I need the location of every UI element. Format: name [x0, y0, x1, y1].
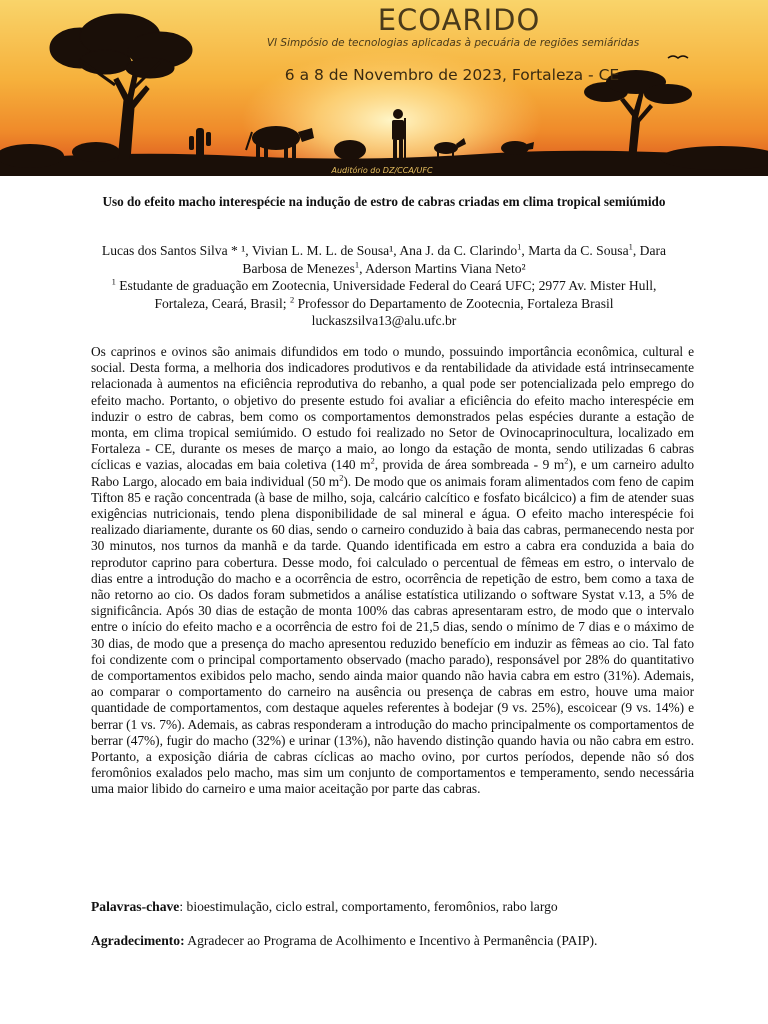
abstract: Os caprinos e ovinos são animais difundidos em todo o mundo, possuindo importância econômica, cultural e social. Desta forma, a melhoria dos indicadores produtivos e da rentabilidade da atividade está intrinsecamente relacionada à aumentos na eficiência reprodutiva do rebanho, a qual pode ser potencializada pelo emprego do efeito macho. Portanto, o objetivo do presente estudo foi avaliar a eficiência do efeito macho interespécie em induzir o estro de cabras, bem como os comportamentos demonstrados pelas espécies durante a estação de monta, em clima tropical semiúmido. O estudo foi realizado no Setor de Ovinocaprinocultura, localizado em Fortaleza - CE, durante os meses de março a maio, ao longo da estação de monta, sendo utilizadas 6 cabras cíclicas e vazias, alocadas em baia coletiva (140 $m^2$, provida de área sombreada - 9 $m^2$), e um carneiro adulto Rabo Largo, alocado em baia individual (50 $m^2$). De modo que os animais foram alimentados com feno de capim Tifton 85 e ração concentrada (à base de milho, soja, calcário calcítico e fosfato bicálcico) a fim de atender suas exigências nutricionais, tendo plena disponibilidade de sal mineral e água. O efeito macho interespécie foi realizado diariamente, durante os 60 dias, sendo o carneiro conduzido à baia das cabras, permanecendo nesta por 30 minutos, nos turnos da manhã e da tarde. Quando identificada em estro a cabra era conduzida a baia do reprodutor caprino para cobertura. Desse modo, foi calculado o percentual de fêmeas em estro, o intervalo de dias entre a introdução do macho e a ocorrência de estro, ocorrência de repetição de estro, bem como a taxa de não retorno ao cio. Os dados foram submetidos a análise estatística utilizando o software Systat v.13, a 5% de significância. Após 30 dias de estação de monta 100% das cabras apresentaram estro, de modo que o intervalo entre o início do efeito macho e a ocorrência de estro foi de 21,5 dias, sendo o mínimo de 7 dias e o máximo de 30 dias, de modo que a presença do macho apresentou reduzido benefício em induzir as fêmeas ao cio. Tal fato foi condizente com o principal comportamento observado (macho parado), responsável por 28% do quantitativo de comportamentos exibidos pelo macho, sendo ainda maior quando não havia cabra em estro (31%). Ademais, ao comparar o comportamento do carneiro na ausência ou presença de cabras em estro, houve uma maior quantidade de comportamentos, com destaque aqueles referentes à bodejar (9 vs. 25%), escoicear (9 vs. 14%) e berrar (1 vs. 7%). Ademais, as cabras responderam a introdução do macho principalmente os comportamentos de berrar (47%), fugir do macho (32%) e urinar (13%), não havendo distinção quando havia ou não cabra em estro. Portanto, a exposição diária de cabras cíclicas ao macho ovino, por curtos períodos, depende não só dos feromônios exalados pelo macho, mas sim um conjunto de comportamentos e temperamento, sendo necessária uma maior libido do carneiro e uma maior aceitação por parte das cabras.	[91, 344, 695, 797]
author-block	[86, 242, 682, 330]
keywords-text: : bioestimulação, ciclo estral, comportamento, feromônios, rabo largo	[179, 899, 558, 914]
acknowledgement	[91, 932, 694, 949]
banner-date: 6 a 8 de Novembro de 2023, Fortaleza - CE	[284, 66, 620, 84]
sunset-landscape-illustration	[0, 0, 768, 176]
affiliation: $^1$ Estudante de graduação em Zootecnia, Universidade Federal do Ceará UFC; 2977 Av. Mister Hull, Fortaleza, Ceará, Brasil; $^2$ Professor do Departamento de Zootecnia, Fortaleza Brasil	[111, 276, 657, 311]
banner-title: ECOARIDO	[377, 3, 541, 37]
ack-label: Agradecimento:	[91, 933, 185, 948]
keywords	[91, 898, 694, 915]
paper-title: Uso do efeito macho interespécie na indução de estro de cabras criadas em clima tropical semiúmido	[102, 194, 666, 209]
keywords-label: Palavras-chave	[91, 899, 180, 914]
contact-email[interactable]: luckaszsilva13@alu.ufc.br	[311, 313, 457, 329]
banner-subtitle: VI Simpósio de tecnologias aplicadas à pecuária de regiões semiáridas	[266, 37, 640, 49]
author-list: Lucas dos Santos Silva * ¹, Vivian L. M. L. de Sousa¹, Ana J. da C. Clarindo$^1$, Marta da C. Sousa$^1$, Dara Barbosa de Menezes$^1$, Aderson Martins Viana Neto²	[101, 241, 667, 276]
event-banner	[0, 0, 768, 176]
banner-venue: Auditório do DZ/CCA/UFC	[331, 166, 433, 175]
ack-text: Agradecer ao Programa de Acolhimento e Incentivo à Permanência (PAIP).	[184, 933, 598, 948]
